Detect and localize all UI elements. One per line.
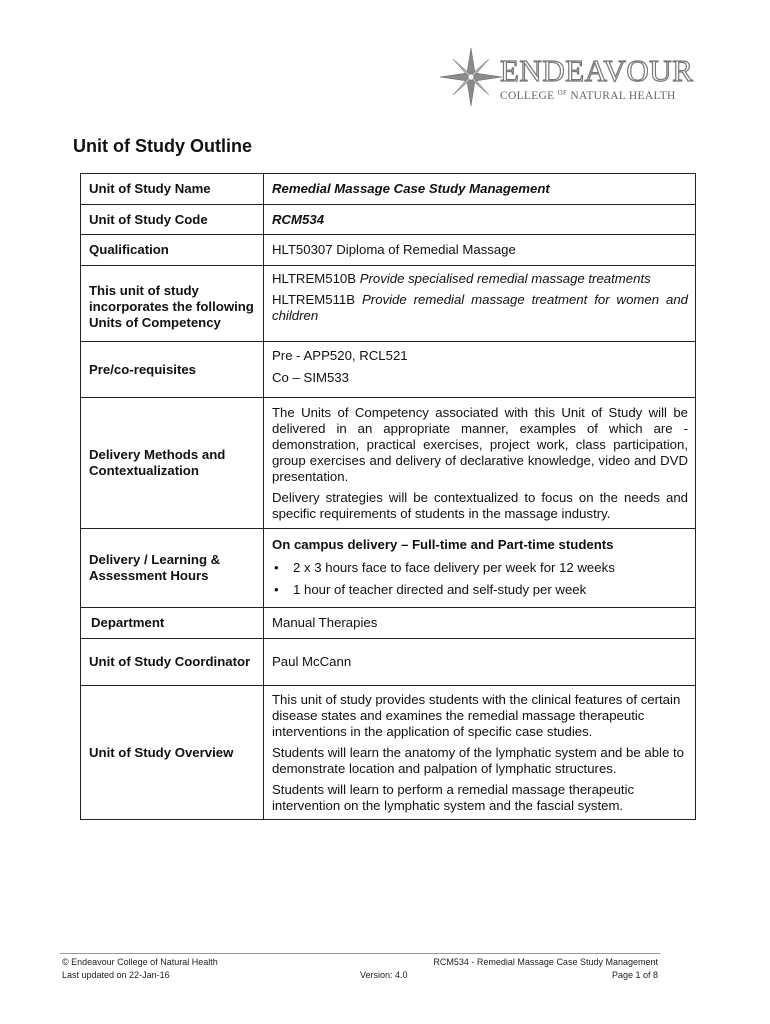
- unit-name-value: Remedial Massage Case Study Management: [264, 174, 696, 205]
- compass-star-icon: [438, 46, 504, 108]
- prerequisite-pre: Pre - APP520, RCL521: [272, 348, 408, 363]
- college-logo: [438, 46, 700, 108]
- row-label: Unit of Study Name: [81, 174, 264, 205]
- row-label: This unit of study incorporates the following Units of Competency: [81, 266, 264, 342]
- row-label: Delivery Methods and Contextualization: [81, 398, 264, 529]
- row-label: Unit of Study Coordinator: [81, 639, 264, 686]
- row-label: Pre/co-requisites: [81, 342, 264, 398]
- table-row: [81, 608, 696, 639]
- overview-paragraph: Students will learn to perform a remedial massage therapeutic intervention on the lymphatic system and the fascial system.: [272, 782, 635, 813]
- unit-code-value: RCM534: [264, 205, 696, 235]
- delivery-methods-paragraph: Delivery strategies will be contextualized to focus on the needs and specific requirements of students in the massage industry.: [272, 490, 688, 521]
- department-value: Manual Therapies: [264, 608, 696, 639]
- competency-unit: HLTREM511B Provide remedial massage treatment for women and children: [272, 292, 688, 323]
- unit-overview: [264, 686, 696, 820]
- row-label: Qualification: [81, 235, 264, 266]
- footer-last-updated: Last updated on 22-Jan-16: [62, 970, 170, 980]
- overview-paragraph: Students will learn the anatomy of the lymphatic system and be able to demonstrate location and palpation of lymphatic structures.: [272, 745, 684, 776]
- list-item: • 2 x 3 hours face to face delivery per week for 12 weeks: [272, 560, 688, 576]
- row-label: Delivery / Learning & Assessment Hours: [81, 529, 264, 608]
- footer-doc-title: RCM534 - Remedial Massage Case Study Management: [433, 957, 658, 967]
- footer-version: Version: 4.0: [360, 970, 408, 980]
- delivery-hours: [264, 529, 696, 608]
- overview-paragraph: This unit of study provides students with the clinical features of certain disease states and examines the remedial massage therapeutic interventions in the application of specific case studies.: [272, 692, 681, 739]
- table-row: [81, 235, 696, 266]
- delivery-hours-list: [272, 560, 688, 598]
- table-row: [81, 529, 696, 608]
- row-label: Unit of Study Code: [81, 205, 264, 235]
- table-row: [81, 205, 696, 235]
- page-footer: [60, 953, 660, 980]
- table-row: [81, 174, 696, 205]
- delivery-methods: [264, 398, 696, 529]
- prerequisites: [264, 342, 696, 398]
- delivery-hours-heading: On campus delivery – Full-time and Part-time students: [272, 537, 614, 552]
- competency-units: [264, 266, 696, 342]
- table-row: [81, 266, 696, 342]
- table-row: [81, 398, 696, 529]
- competency-unit: HLTREM510B Provide specialised remedial massage treatments: [272, 271, 651, 286]
- prerequisite-co: Co – SIM533: [272, 370, 349, 385]
- list-item: • 1 hour of teacher directed and self-study per week: [272, 582, 688, 598]
- qualification-value: HLT50307 Diploma of Remedial Massage: [264, 235, 696, 266]
- coordinator-value: Paul McCann: [264, 639, 696, 686]
- logo-tagline: COLLEGE $^{OF}$ NATURAL HEALTH: [500, 89, 676, 102]
- table-row: [81, 686, 696, 820]
- page-title: Unit of Study Outline: [73, 136, 252, 156]
- footer-copyright: © Endeavour College of Natural Health: [62, 957, 218, 967]
- table-row: [81, 342, 696, 398]
- row-label: Unit of Study Overview: [81, 686, 264, 820]
- delivery-methods-paragraph: The Units of Competency associated with this Unit of Study will be delivered in an appropriate manner, examples of which are - demonstration, practical exercises, project work, class participation, group exercises and delivery of declarative knowledge, video and DVD presentation.: [272, 405, 688, 484]
- logo-wordmark: ENDEAVOUR: [500, 53, 694, 88]
- unit-outline-table: [80, 173, 696, 820]
- table-row: [81, 639, 696, 686]
- footer-page-number: Page 1 of 8: [611, 970, 658, 980]
- row-label: Department: [81, 608, 264, 639]
